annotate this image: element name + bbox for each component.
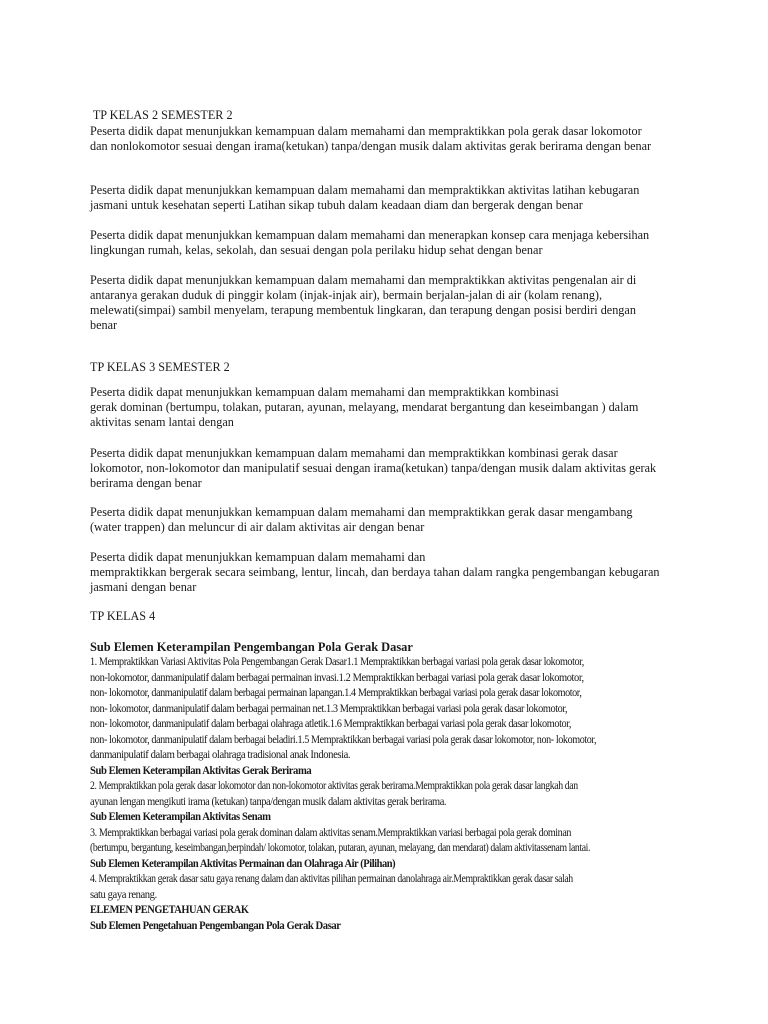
sub-elemen-title: Sub Elemen Keterampilan Aktivitas Permainan dan Olahraga Air (Pilihan) [90, 857, 396, 870]
paragraph-line: Peserta didik dapat menunjukkan kemampuan dalam memahami dan mempraktikkan aktivitas pengenalan air di [90, 273, 637, 287]
paragraph-line: berirama dengan benar [90, 476, 202, 490]
sub-elemen-title: Sub Elemen Keterampilan Aktivitas Senam [90, 811, 271, 823]
kelas2-paragraph-1 [90, 124, 690, 154]
sub-elemen-line: non-lokomotor, danmanipulatif dalam berbagai permainan invasi.1.2 Mempraktikkan berbagai variasi pola gerak dasar lokomotor, [90, 671, 584, 684]
elemen-title: ELEMEN PENGETAHUAN GERAK [90, 904, 249, 916]
kelas4-heading: TP KELAS 4 [90, 609, 156, 623]
paragraph-line: jasmani dengan benar [90, 580, 197, 594]
kelas3-paragraph-1 [90, 385, 690, 430]
sub-elemen-line: ayunan lengan mengikuti irama (ketukan) tanpa/dengan musik dalam aktivitas gerak berirama. [90, 795, 447, 808]
kelas4-heading-block [90, 609, 690, 624]
paragraph-line: Peserta didik dapat menunjukkan kemampuan dalam memahami dan menerapkan konsep cara menjaga kebersihan [90, 228, 650, 242]
paragraph-line: lokomotor, non-lokomotor dan manipulatif sesuai dengan irama(ketukan) tanpa/dengan musik dalam aktivitas gerak [90, 461, 657, 475]
kelas3-heading-block [90, 360, 690, 375]
paragraph-line: Peserta didik dapat menunjukkan kemampuan dalam memahami dan mempraktikkan kombinasi [90, 385, 559, 399]
sub-elemen-line: non- lokomotor, danmanipulatif dalam berbagai permainan net.1.3 Mempraktikkan berbagai variasi pola gerak dasar lokomotor, [90, 702, 568, 715]
sub-elemen-line: non- lokomotor, danmanipulatif dalam berbagai beladiri.1.5 Mempraktikkan berbagai variasi pola gerak dasar lokomotor, non- lokomotor, [90, 733, 597, 746]
paragraph-line: Peserta didik dapat menunjukkan kemampuan dalam memahami dan mempraktikkan pola gerak dasar lokomotor [90, 124, 642, 138]
sub-elemen-title: Sub Elemen Keterampilan Pengembangan Pola Gerak Dasar [90, 640, 413, 654]
paragraph-line: aktivitas senam lantai dengan [90, 415, 234, 429]
kelas4-section [90, 639, 690, 934]
paragraph-line: Peserta didik dapat menunjukkan kemampuan dalam memahami dan mempraktikkan gerak dasar mengambang [90, 505, 633, 519]
paragraph-line: lingkungan rumah, kelas, sekolah, dan sesuai dengan pola perilaku hidup sehat dengan benar [90, 243, 543, 257]
sub-elemen-line: non- lokomotor, danmanipulatif dalam berbagai olahraga atletik.1.6 Mempraktikkan berbagai variasi pola gerak dasar lokomotor, [90, 718, 572, 730]
sub-elemen-line: danmanipulatif dalam berbagai olahraga tradisional anak Indonesia. [90, 749, 351, 761]
kelas3-paragraph-4 [90, 550, 690, 595]
kelas2-paragraph-4 [90, 273, 690, 333]
sub-elemen-title: Sub Elemen Keterampilan Aktivitas Gerak Berirama [90, 764, 312, 777]
paragraph-line: Peserta didik dapat menunjukkan kemampuan dalam memahami dan [90, 550, 426, 564]
paragraph-line: mempraktikkan bergerak secara seimbang, lentur, lincah, dan berdaya tahan dalam rangka pengembangan kebugaran [90, 565, 660, 579]
sub-elemen-line: satu gaya renang. [90, 888, 157, 901]
paragraph-line: benar [90, 318, 118, 332]
sub-elemen-line: (bertumpu, bergantung, keseimbangan,berpindah/ lokomotor, tolakan, putaran, ayunan, melayang, dan mendarat) dalam aktivitassenam lantai. [90, 842, 590, 854]
kelas2-paragraph-3 [90, 228, 690, 258]
sub-elemen-line: 1. Mempraktikkan Variasi Aktivitas Pola Pengembangan Gerak Dasar1.1 Mempraktikkan berbagai variasi pola gerak dasar lokomotor, [90, 656, 584, 668]
paragraph-line: Peserta didik dapat menunjukkan kemampuan dalam memahami dan mempraktikkan aktivitas latihan kebugaran [90, 183, 640, 197]
kelas2-heading: TP KELAS 2 SEMESTER 2 [90, 108, 233, 122]
paragraph-line: (water trappen) dan meluncur di air dalam aktivitas air dengan benar [90, 520, 425, 534]
paragraph-line: Peserta didik dapat menunjukkan kemampuan dalam memahami dan mempraktikkan kombinasi gerak dasar [90, 446, 618, 460]
paragraph-line: gerak dominan (bertumpu, tolakan, putaran, ayunan, melayang, mendarat bergantung dan keseimbangan ) dalam [90, 400, 639, 414]
paragraph-line: antaranya gerakan duduk di pinggir kolam (injak-injak air), bermain berjalan-jalan di air (kolam renang), [90, 288, 603, 302]
kelas2-heading-block [90, 108, 690, 123]
sub-elemen-line: 3. Mempraktikkan berbagai variasi pola gerak dominan dalam aktivitas senam.Mempraktikkan variasi berbagai pola gerak dominan [90, 826, 572, 839]
paragraph-line: dan nonlokomotor sesuai dengan irama(ketukan) tanpa/dengan musik dalam aktivitas gerak berirama dengan benar [90, 139, 652, 153]
paragraph-line: jasmani untuk kesehatan seperti Latihan sikap tubuh dalam keadaan diam dan bergerak dengan benar [90, 198, 583, 212]
kelas3-paragraph-2 [90, 446, 690, 491]
kelas3-heading: TP KELAS 3 SEMESTER 2 [90, 360, 230, 374]
sub-elemen-title: Sub Elemen Pengetahuan Pengembangan Pola Gerak Dasar [90, 919, 341, 932]
sub-elemen-line: non- lokomotor, danmanipulatif dalam berbagai permainan lapangan.1.4 Mempraktikkan berbagai variasi pola gerak dasar lokomotor, [90, 687, 582, 699]
sub-elemen-line: 4. Mempraktikkan gerak dasar satu gaya renang dalam dan aktivitas pilihan permainan danolahraga air.Mempraktikkan gerak dasar salah [90, 873, 573, 885]
sub-elemen-line: 2. Mempraktikkan pola gerak dasar lokomotor dan non-lokomotor aktivitas gerak berirama.Mempraktikkan pola gerak dasar langkah dan [90, 780, 578, 792]
kelas2-paragraph-2 [90, 183, 690, 213]
kelas3-paragraph-3 [90, 505, 690, 535]
paragraph-line: melewati(simpai) sambil menyelam, terapung membentuk lingkaran, dan terapung dengan posisi berdiri dengan [90, 303, 636, 317]
